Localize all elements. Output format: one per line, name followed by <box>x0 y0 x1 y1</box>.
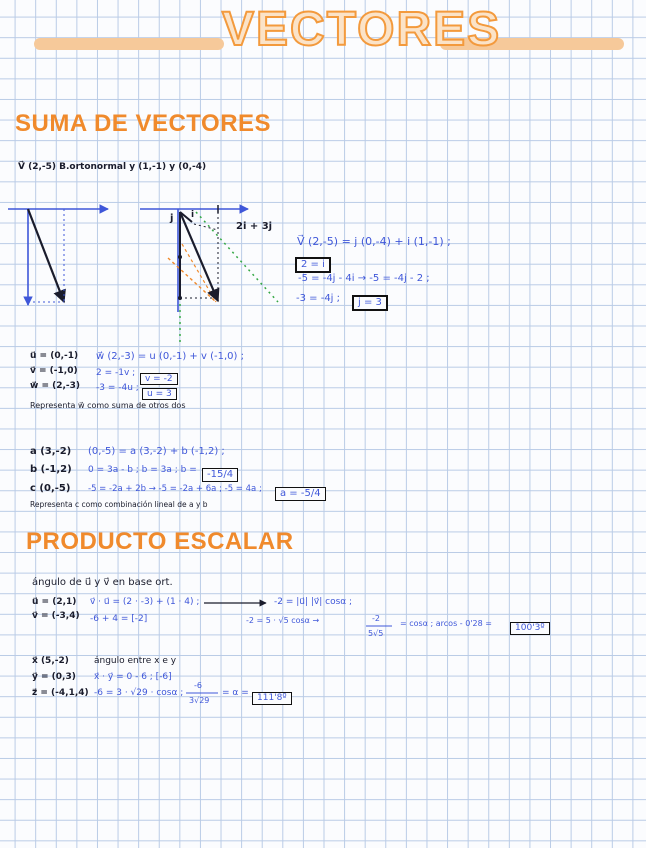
pe2-eq2: -6 = 3 · √29 · cosα ; <box>94 688 184 698</box>
pe1-result-box: 100'3º <box>510 622 550 635</box>
pe2-frac-den: 3√29 <box>189 696 210 705</box>
page-title: VECTORES <box>222 3 502 56</box>
ex2-note: Representa w⃗ como suma de otros dos <box>30 401 186 410</box>
ex1-eq4: -3 = -4j ; <box>296 293 341 304</box>
pe2-frac-num: -6 <box>194 681 202 690</box>
ex3-box-b: -15/4 <box>202 468 238 482</box>
ex3-eq3: -5 = -2a + 2b → -5 = -2a + 6a ; -5 = 4a ; <box>88 484 262 494</box>
ex2-box-v: v = -2 <box>140 373 178 385</box>
pe2-result-wrap <box>252 685 292 705</box>
pe2-eq2b: = α = <box>222 688 249 698</box>
section-heading-producto: PRODUCTO ESCALAR <box>26 528 294 555</box>
ex3-box-a: a = -5/4 <box>275 487 326 501</box>
ex3-note: Representa c como combinación lineal de a y b <box>30 500 208 509</box>
pe2-z: z⃗ = (-4,1,4) <box>32 688 89 698</box>
ex2-v: v⃗ = (-1,0) <box>30 366 78 376</box>
pe1-frac-num: -2 <box>372 614 380 623</box>
pe2-y: y⃗ = (0,3) <box>32 672 76 682</box>
ex1-box-j: j = 3 <box>352 295 388 311</box>
ex2-w: w⃗ = (2,-3) <box>30 381 81 391</box>
pe2-statement: ángulo entre x e y <box>94 656 177 666</box>
pe1-eq1: v⃗ · u⃗ = (2 · -3) + (1 · 4) ; <box>90 597 200 607</box>
pe2-x: x⃗ (5,-2) <box>32 656 69 666</box>
pe1-rhs3: = cosα ; arcos - 0'28 = <box>400 619 492 628</box>
ex2-u: u⃗ = (0,-1) <box>30 351 79 361</box>
ex3-eq1: (0,-5) = a (3,-2) + b (-1,2) ; <box>88 446 225 457</box>
ex2-eq2: 2 = -1v ; <box>96 368 136 378</box>
ex2-box-u: u = 3 <box>142 388 177 400</box>
section-heading-suma: SUMA DE VECTORES <box>15 110 272 137</box>
ex3-a: a (3,-2) <box>30 446 72 457</box>
g2-label-j: j <box>170 213 174 224</box>
g2-label-2i3j: 2i + 3j <box>236 221 273 232</box>
pe2-eq1: x⃗ · y⃗ = 0 - 6 ; [-6] <box>94 672 172 682</box>
g2-label-i: i <box>191 210 195 220</box>
ex1-eq1: V⃗ (2,-5) = j (0,-4) + i (1,-1) ; <box>297 235 451 248</box>
pe2-result-box: 111'8º <box>252 692 292 705</box>
ex3-eq2: 0 = 3a - b ; b = 3a ; b = <box>88 465 197 475</box>
ex2-eq1: w⃗ (2,-3) = u (0,-1) + v (-1,0) ; <box>96 351 244 362</box>
ex2-eq3: -3 = -4u ; <box>96 383 139 393</box>
ex1-statement: V⃗ (2,-5) B.ortonormal y (1,-1) y (0,-4) <box>18 162 207 172</box>
ex1-box-i: 2 = i <box>295 257 331 273</box>
pe1-rhs2: -2 = 5 · √5 cosα → <box>246 616 320 625</box>
pe1-u: u⃗ = (2,1) <box>32 597 77 607</box>
ex3-c: c (0,-5) <box>30 483 71 494</box>
pe1-rhs1: -2 = |u⃗| |v⃗| cosα ; <box>274 597 353 607</box>
pe1-eq2: -6 + 4 = [-2] <box>90 614 148 624</box>
pe1-v: v⃗ = (-3,4) <box>32 611 80 621</box>
pe1-frac-den: 5√5 <box>368 629 384 638</box>
ex1-eq3: -5 = -4j - 4i → -5 = -4j - 2 ; <box>298 273 430 284</box>
ex3-b: b (-1,2) <box>30 464 72 475</box>
pe1-result-wrap <box>510 615 550 635</box>
pe1-statement: ángulo de u⃗ y v⃗ en base ort. <box>32 577 173 588</box>
